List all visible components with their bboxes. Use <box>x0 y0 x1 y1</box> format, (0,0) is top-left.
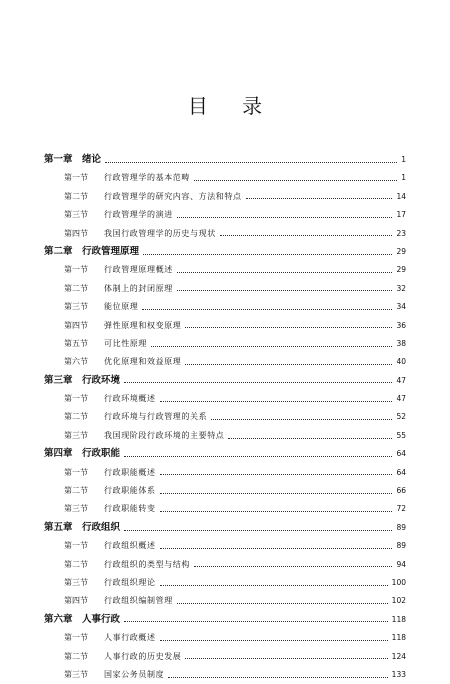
page-number: 102 <box>391 596 406 606</box>
page-number: 23 <box>396 228 406 238</box>
page-number: 100 <box>391 577 406 587</box>
section-title: 行政管理学的基本范畴 <box>104 173 190 183</box>
section-title: 行政环境概述 <box>104 394 156 404</box>
section-title: 国家公务员制度 <box>104 669 165 679</box>
page-number: 66 <box>396 486 406 496</box>
section-title: 我国现阶段行政环境的主要特点 <box>104 430 225 440</box>
toc-section-entry <box>44 574 406 592</box>
toc-section-entry <box>44 261 406 279</box>
section-number: 第三节 <box>64 302 88 312</box>
chapter-number: 第四章 <box>44 448 73 460</box>
toc-section-entry <box>44 427 406 445</box>
page-number: 133 <box>391 669 406 679</box>
toc-section-entry <box>44 335 406 353</box>
section-number: 第二节 <box>64 283 88 293</box>
dot-leader <box>160 511 393 512</box>
chapter-number: 第二章 <box>44 245 73 257</box>
dot-leader <box>160 474 393 475</box>
toc-chapter-entry <box>44 243 406 261</box>
section-number: 第四节 <box>64 596 88 606</box>
section-number: 第四节 <box>64 228 88 238</box>
section-number: 第六节 <box>64 357 88 367</box>
chapter-number: 第六章 <box>44 613 73 625</box>
toc-section-entry <box>44 482 406 500</box>
section-number: 第一节 <box>64 467 88 477</box>
toc-section-entry <box>44 353 406 371</box>
dot-leader <box>177 217 393 218</box>
section-number: 第三节 <box>64 669 88 679</box>
chapter-title: 行政管理原理 <box>82 245 140 257</box>
dot-leader <box>246 198 393 199</box>
section-title: 行政管理学的演进 <box>104 210 173 220</box>
page-number: 89 <box>396 541 406 551</box>
section-number: 第五节 <box>64 338 88 348</box>
dot-leader <box>228 438 392 439</box>
toc-section-entry <box>44 169 406 187</box>
dot-leader <box>160 401 393 402</box>
section-number: 第二节 <box>64 559 88 569</box>
toc-section-entry <box>44 408 406 426</box>
toc-section-entry <box>44 500 406 518</box>
section-number: 第三节 <box>64 430 88 440</box>
toc-section-entry <box>44 206 406 224</box>
toc-section-entry <box>44 648 406 666</box>
section-title: 行政管理原理概述 <box>104 265 173 275</box>
dot-leader <box>124 456 392 457</box>
section-number: 第三节 <box>64 504 88 514</box>
section-title: 弹性原理和权变原理 <box>104 320 182 330</box>
section-title: 行政职能体系 <box>104 486 156 496</box>
dot-leader <box>124 621 388 622</box>
toc-chapter-entry <box>44 519 406 537</box>
section-title: 行政职能概述 <box>104 467 156 477</box>
page-number: 14 <box>396 191 406 201</box>
dot-leader <box>160 585 388 586</box>
toc-section-entry <box>44 666 406 684</box>
section-title: 行政组织编制管理 <box>104 596 173 606</box>
section-number: 第一节 <box>64 265 88 275</box>
dot-leader <box>160 493 393 494</box>
page-number: 89 <box>396 522 406 532</box>
toc-section-entry <box>44 464 406 482</box>
page-number: 1 <box>401 155 406 164</box>
dot-leader <box>185 658 387 659</box>
page-number: 47 <box>396 394 406 404</box>
page-number: 72 <box>396 504 406 514</box>
page-number: 29 <box>396 265 406 275</box>
dot-leader <box>124 530 392 531</box>
section-number: 第二节 <box>64 651 88 661</box>
page-number: 34 <box>396 302 406 312</box>
toc-chapter-entry <box>44 611 406 629</box>
section-title: 行政组织概述 <box>104 541 156 551</box>
toc-section-entry <box>44 537 406 555</box>
toc-chapter-entry <box>44 151 406 169</box>
section-number: 第二节 <box>64 191 88 201</box>
page-number: 52 <box>396 412 406 422</box>
dot-leader <box>211 419 392 420</box>
page-number: 32 <box>396 283 406 293</box>
chapter-title: 绪论 <box>82 154 102 165</box>
toc-chapter-entry <box>44 372 406 390</box>
dot-leader <box>220 235 393 236</box>
page-number: 29 <box>396 246 406 256</box>
dot-leader <box>177 272 393 273</box>
toc-section-entry <box>44 188 406 206</box>
dot-leader <box>151 346 392 347</box>
page-number: 64 <box>396 449 406 459</box>
page-number: 38 <box>396 338 406 348</box>
page-number: 47 <box>396 375 406 385</box>
section-number: 第四节 <box>64 320 88 330</box>
toc-section-entry <box>44 390 406 408</box>
dot-leader <box>194 180 397 181</box>
chapter-title: 人事行政 <box>82 613 121 625</box>
dot-leader <box>185 364 392 365</box>
page-number: 1 <box>401 173 406 183</box>
section-number: 第二节 <box>64 412 88 422</box>
page-number: 17 <box>396 210 406 220</box>
section-number: 第一节 <box>64 633 88 643</box>
toc-section-entry <box>44 556 406 574</box>
section-number: 第一节 <box>64 173 88 183</box>
page-number: 55 <box>396 430 406 440</box>
dot-leader <box>105 162 397 163</box>
page-number: 94 <box>396 559 406 569</box>
toc-chapter-entry <box>44 445 406 463</box>
chapter-number: 第三章 <box>44 374 73 386</box>
toc-section-entry <box>44 280 406 298</box>
toc-section-entry <box>44 298 406 316</box>
dot-leader <box>194 566 392 567</box>
page-number: 118 <box>391 614 406 624</box>
section-title: 能位原理 <box>104 302 139 312</box>
section-title: 行政组织理论 <box>104 577 156 587</box>
section-title: 人事行政概述 <box>104 633 156 643</box>
page-number: 124 <box>391 651 406 661</box>
toc-section-entry <box>44 317 406 335</box>
dot-leader <box>143 254 392 255</box>
dot-leader <box>124 382 392 383</box>
section-title: 优化原理和效益原理 <box>104 357 182 367</box>
section-number: 第三节 <box>64 210 88 220</box>
section-number: 第一节 <box>64 394 88 404</box>
section-title: 行政职能转变 <box>104 504 156 514</box>
page-title: 目 录 <box>187 94 277 118</box>
section-number: 第三节 <box>64 577 88 587</box>
dot-leader <box>142 309 392 310</box>
section-title: 体制上的封闭原理 <box>104 283 173 293</box>
section-title: 人事行政的历史发展 <box>104 651 182 661</box>
dot-leader <box>177 603 388 604</box>
chapter-number: 第五章 <box>44 521 73 533</box>
section-title: 行政管理学的研究内容、方法和特点 <box>104 191 242 201</box>
dot-leader <box>168 677 387 678</box>
toc-section-entry <box>44 225 406 243</box>
section-number: 第一节 <box>64 541 88 551</box>
dot-leader <box>160 640 388 641</box>
section-number: 第二节 <box>64 486 88 496</box>
page-number: 64 <box>396 467 406 477</box>
toc-section-entry <box>44 592 406 610</box>
dot-leader <box>185 327 392 328</box>
dot-leader <box>160 548 393 549</box>
chapter-title: 行政组织 <box>82 521 121 533</box>
section-title: 可比性原理 <box>104 338 147 348</box>
chapter-number: 第一章 <box>44 154 73 165</box>
table-of-contents <box>44 151 406 684</box>
section-title: 行政环境与行政管理的关系 <box>104 412 208 422</box>
section-title: 我国行政管理学的历史与现状 <box>104 228 216 238</box>
page-number: 118 <box>391 633 406 643</box>
dot-leader <box>177 290 393 291</box>
section-title: 行政组织的类型与结构 <box>104 559 190 569</box>
chapter-title: 行政职能 <box>82 448 121 460</box>
page-number: 40 <box>396 357 406 367</box>
page-number: 36 <box>396 320 406 330</box>
toc-section-entry <box>44 629 406 647</box>
chapter-title: 行政环境 <box>82 374 121 386</box>
